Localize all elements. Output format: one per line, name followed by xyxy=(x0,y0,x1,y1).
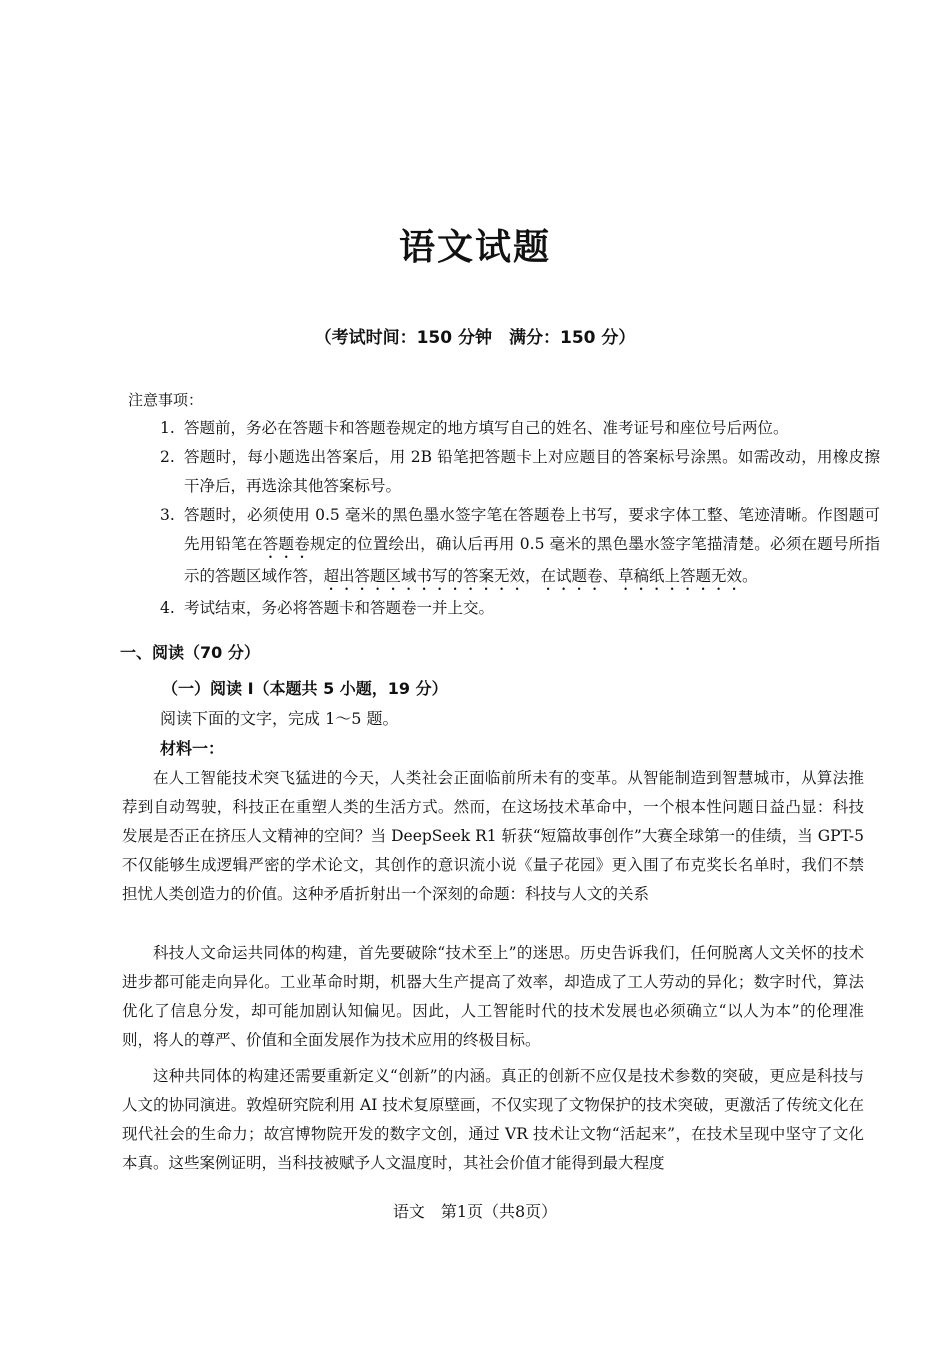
note-item xyxy=(160,443,880,501)
page-title: 语文试题 xyxy=(398,226,551,268)
material-paragraph: 这种共同体的构建还需要重新定义“创新”的内涵。真正的创新不应仅是技术参数的突破，更应是科技与人文的协同演进。敦煌研究院利用 AI 技术复原壁画，不仅实现了文物保护的技术突破，更激活了传统文化在现代社会的生命力；故宫博物院开发的数字文创，通过 VR 技术让文物“活起来”，在技术呈现中坚守了文化本真。这些案例证明，当科技被赋予人文温度时，其社会价值才能得到最大程度 xyxy=(122,1067,864,1172)
notes-list xyxy=(160,414,880,623)
note-item xyxy=(160,501,880,594)
note-number: 1. xyxy=(160,419,175,437)
note-item xyxy=(160,414,880,443)
material-paragraph: 科技人文命运共同体的构建，首先要破除“技术至上”的迷思。历史告诉我们，任何脱离人文关怀的技术进步都可能走向异化。工业革命时期，机器大生产提高了效率，却造成了工人劳动的异化；数字时代，算法优化了信息分发，却可能加剧认知偏见。因此，人工智能时代的技术发展也必须确立“以人为本”的伦理准则，将人的尊严、价值和全面发展作为技术应用的终极目标。 xyxy=(122,944,864,1049)
page-footer: 语文 第1页（共8页） xyxy=(392,1202,558,1221)
note-number: 3. xyxy=(160,506,175,524)
note-item xyxy=(160,594,880,623)
subsection-heading: （一）阅读 Ⅰ（本题共 5 小题，19 分） xyxy=(162,679,448,698)
note-text: 考试结束，务必将答题卡和答题卷一并上交。 xyxy=(184,599,495,617)
note-number: 2. xyxy=(160,448,175,466)
material-label: 材料一： xyxy=(160,739,225,758)
exam-time-info: （考试时间：150 分钟 满分：150 分） xyxy=(314,328,636,348)
section-heading: 一、阅读（70 分） xyxy=(120,643,260,662)
note-text: 答题时，每小题选出答案后，用 2B 铅笔把答题卡上对应题目的答案标号涂黑。如需改动，用橡皮擦干净后，再选涂其他答案标号。 xyxy=(184,448,880,495)
note-text-part: 规定的位置绘出，确认后再用 0.5 毫米的黑色墨水签字笔描清楚。必须在题号所指示的答题区域作答， xyxy=(184,535,880,585)
reading-instruction: 阅读下面的文字，完成 1～5 题。 xyxy=(160,709,399,728)
emphasized-text: 答题卷 xyxy=(262,535,310,553)
note-number: 4. xyxy=(160,599,175,617)
material-paragraph: 在人工智能技术突飞猛进的今天，人类社会正面临前所未有的变革。从智能制造到智慧城市，从算法推荐到自动驾驶，科技正在重塑人类的生活方式。然而，在这场技术革命中，一个根本性问题日益凸显：科技发展是否正在挤压人文精神的空间？当 DeepSeek R1 斩获“短篇故事创作”大赛全球第一的佳绩，当 GPT-5 不仅能够生成逻辑严密的学术论文，其创作的意识流小说《量子花园》更入围了布克奖长名单时，我们不禁担忧人类创造力的价值。这种矛盾折射出一个深刻的命题：科技与人文的关系 xyxy=(122,769,864,903)
notes-heading: 注意事项： xyxy=(128,391,204,409)
note-text xyxy=(184,501,880,594)
note-text: 答题前，务必在答题卡和答题卷规定的地方填写自己的姓名、准考证号和座位号后两位。 xyxy=(184,419,789,437)
note-text-part: 答题时，必须使用 0.5 毫米的黑色墨水签字笔在答题卷上书写，要求字体工整、笔迹清晰。作图题可先用铅笔在 xyxy=(184,506,880,553)
emphasized-text: 超出答题区域书写的答案无效，在试题卷、草稿纸上答题无效。 xyxy=(323,567,758,585)
